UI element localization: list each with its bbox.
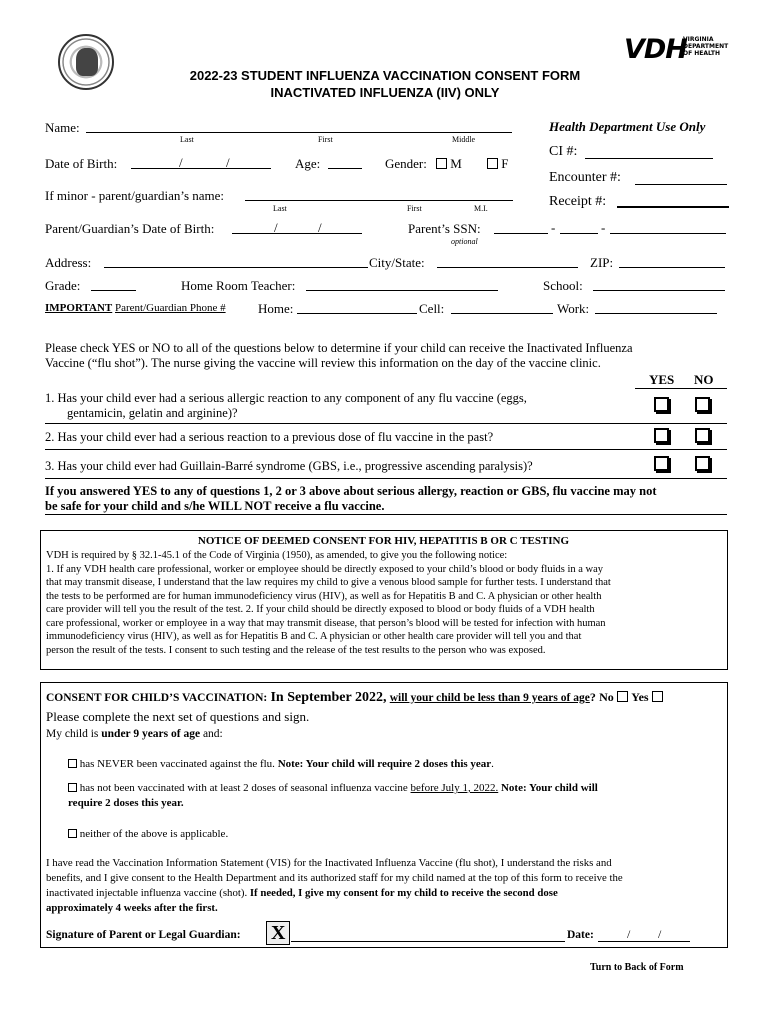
q3-no-checkbox[interactable] bbox=[695, 456, 710, 471]
phone-home-field[interactable] bbox=[297, 313, 417, 314]
phone-work-label: Work: bbox=[557, 301, 590, 316]
zip-field[interactable] bbox=[619, 267, 725, 268]
last-caption: Last bbox=[180, 135, 194, 144]
encounter-label: Encounter #: bbox=[549, 170, 621, 185]
ssn-part-1[interactable] bbox=[494, 233, 548, 234]
screening-intro-2: Vaccine (“flu shot”). The nurse giving the vaccine will review this information on the day of the vaccine clinic. bbox=[45, 356, 601, 370]
yes-header: YES bbox=[649, 372, 675, 387]
never-vaccinated-checkbox[interactable] bbox=[68, 759, 77, 768]
name-field[interactable] bbox=[86, 132, 512, 133]
phone-work-field[interactable] bbox=[595, 313, 717, 314]
sig-date-slash-1: / bbox=[627, 927, 631, 941]
form-title: 2022-23 STUDENT INFLUENZA VACCINATION CONSENT FORM bbox=[189, 68, 581, 83]
date-label: Date: bbox=[567, 929, 594, 941]
hd-use-title: Health Department Use Only bbox=[549, 119, 706, 134]
dob-field[interactable] bbox=[131, 168, 271, 169]
warning-divider bbox=[45, 514, 727, 515]
guardian-first-caption: First bbox=[407, 204, 422, 213]
school-field[interactable] bbox=[593, 290, 725, 291]
gender-f-option[interactable]: F bbox=[487, 156, 508, 172]
guardian-dob-slash-2: / bbox=[318, 220, 322, 235]
not-2-doses-checkbox[interactable] bbox=[68, 783, 77, 792]
middle-caption: Middle bbox=[452, 135, 476, 144]
guardian-dob-slash-1: / bbox=[274, 220, 278, 235]
form-subtitle: INACTIVATED INFLUENZA (IIV) ONLY bbox=[270, 85, 500, 100]
q1-divider bbox=[45, 423, 727, 424]
encounter-field[interactable] bbox=[635, 184, 727, 185]
phone-cell-field[interactable] bbox=[451, 313, 553, 314]
guardian-dob-field[interactable] bbox=[232, 233, 362, 234]
option-not-2-doses-note: require 2 doses this year. bbox=[68, 797, 184, 809]
hiv-notice-box bbox=[40, 530, 728, 670]
consent-statement: I have read the Vaccination Information Statement (VIS) for the Inactivated Influenza Vaccine (flu shot), I understand the risks and benefits, and I give consent to the Health Department and its authorized staff for my child named at the top of this form to receive the inactivated injectable influenza vaccine (shot). If needed, I give my consent for my child to receive the second dose approximately 4 weeks after the first. bbox=[46, 857, 623, 914]
citystate-field[interactable] bbox=[437, 267, 578, 268]
question-2: 2. Has your child ever had a serious reaction to a previous dose of flu vaccine in the past? bbox=[45, 430, 494, 444]
ssn-dash-2: - bbox=[601, 220, 606, 235]
turn-to-back-note: Turn to Back of Form bbox=[590, 962, 684, 973]
question-1-line-2: gentamicin, gelatin and arginine)? bbox=[67, 406, 238, 420]
warning-line-1: If you answered YES to any of questions 1, 2 or 3 above about serious allergy, reaction or GBS, flu vaccine may not bbox=[45, 484, 657, 498]
receipt-label: Receipt #: bbox=[549, 194, 607, 209]
receipt-field[interactable] bbox=[617, 206, 729, 208]
ssn-dash-1: - bbox=[551, 220, 556, 235]
gender-m-option[interactable]: M bbox=[436, 156, 462, 172]
address-field[interactable] bbox=[104, 267, 368, 268]
q3-divider bbox=[45, 478, 727, 479]
gender-f-checkbox[interactable] bbox=[487, 158, 498, 169]
citystate-label: City/State: bbox=[369, 255, 425, 270]
signature-field[interactable] bbox=[291, 941, 565, 942]
q2-divider bbox=[45, 449, 727, 450]
sig-date-slash-2: / bbox=[658, 927, 662, 941]
zip-label: ZIP: bbox=[590, 255, 614, 270]
notice-body: VDH is required by § 32.1-45.1 of the Code of Virginia (1950), as amended, to give you the following notice: 1. If any VDH health care professional, worker or employee should be directly exposed to your child’s blood or body fluids in a way that may transmit disease, I understand that the law requires my child to give a venous blood sample for further tests. I understand that the tests to be performed are for human immunodeficiency virus (HIV), as well as for Hepatitis B and C. A physician or other health care provider will tell you the result of the test. 2. If your child should be directly exposed to blood or body fluids of a VDH health care professional, worker or employee in a way that may transmit disease, that person’s blood will be tested for infection with human immunodeficiency virus (HIV), as well as for Hepatitis B and C. A physician or other health care provider will tell you and that person the result of the tests. I consent to such testing and the release of the test results to the person who was exposed. bbox=[46, 550, 611, 656]
address-label: Address: bbox=[45, 255, 92, 270]
neither-checkbox[interactable] bbox=[68, 829, 77, 838]
vdh-logo: VDH bbox=[624, 34, 687, 65]
screening-intro-1: Please check YES or NO to all of the questions below to determine if your child can receive the Inactivated Influenza bbox=[45, 341, 633, 355]
homeroom-field[interactable] bbox=[306, 290, 498, 291]
ssn-part-3[interactable] bbox=[610, 233, 726, 234]
q3-yes-checkbox[interactable] bbox=[654, 456, 669, 471]
q2-yes-checkbox[interactable] bbox=[654, 428, 669, 443]
consent-my-child: My child is under 9 years of age and: bbox=[46, 728, 223, 740]
phone-cell-label: Cell: bbox=[419, 301, 445, 316]
dob-slash-2: / bbox=[226, 155, 230, 170]
dob-slash-1: / bbox=[179, 155, 183, 170]
yes-no-header-rule bbox=[635, 388, 727, 389]
warning-line-2: be safe for your child and s/he WILL NOT receive a flu vaccine. bbox=[45, 499, 385, 513]
question-3: 3. Has your child ever had Guillain-Barré syndrome (GBS, i.e., progressive ascending paralysis)? bbox=[45, 459, 533, 473]
consent-question-row: CONSENT FOR CHILD’S VACCINATION: In September 2022, will your child be less than 9 years of age? No Yes bbox=[46, 689, 663, 706]
vdh-logo-text: VIRGINIA DEPARTMENT OF HEALTH bbox=[683, 36, 729, 57]
guardian-name-field[interactable] bbox=[245, 200, 513, 201]
under-9-yes-checkbox[interactable] bbox=[652, 691, 663, 702]
signature-label: Signature of Parent or Legal Guardian: bbox=[46, 929, 241, 941]
consent-instruction: Please complete the next set of questions and sign. bbox=[46, 709, 310, 724]
option-not-2-doses[interactable]: has not been vaccinated with at least 2 doses of seasonal influenza vaccine before July 1, 2022. Note: Your child will bbox=[68, 782, 598, 794]
guardian-name-label: If minor - parent/guardian’s name: bbox=[45, 188, 225, 203]
dob-label: Date of Birth: bbox=[45, 156, 118, 171]
homeroom-label: Home Room Teacher: bbox=[181, 278, 296, 293]
signature-x-marker: X bbox=[266, 921, 290, 945]
optional-caption: optional bbox=[451, 237, 478, 246]
grade-label: Grade: bbox=[45, 278, 81, 293]
guardian-dob-label: Parent/Guardian’s Date of Birth: bbox=[45, 221, 215, 236]
gender-label: Gender: bbox=[385, 156, 427, 171]
grade-field[interactable] bbox=[91, 290, 136, 291]
ssn-part-2[interactable] bbox=[560, 233, 598, 234]
under-9-no-checkbox[interactable] bbox=[617, 691, 628, 702]
ci-label: CI #: bbox=[549, 144, 578, 159]
option-never-vaccinated[interactable]: has NEVER been vaccinated against the flu. Note: Your child will require 2 doses this year. bbox=[68, 758, 494, 770]
ci-field[interactable] bbox=[585, 158, 713, 159]
q1-no-checkbox[interactable] bbox=[695, 397, 710, 412]
health-department-use-panel bbox=[541, 114, 729, 212]
no-header: NO bbox=[694, 372, 714, 387]
q2-no-checkbox[interactable] bbox=[695, 428, 710, 443]
option-neither[interactable]: neither of the above is applicable. bbox=[68, 828, 228, 840]
school-label: School: bbox=[543, 278, 583, 293]
guardian-mi-caption: M.I. bbox=[474, 204, 488, 213]
signature-date-field[interactable] bbox=[598, 941, 690, 942]
ssn-label: Parent’s SSN: bbox=[408, 221, 481, 236]
age-label: Age: bbox=[295, 156, 321, 171]
phone-home-label: Home: bbox=[258, 301, 294, 316]
guardian-last-caption: Last bbox=[273, 204, 287, 213]
name-label: Name: bbox=[45, 120, 80, 135]
notice-title: NOTICE OF DEEMED CONSENT FOR HIV, HEPATITIS B OR C TESTING bbox=[197, 535, 570, 547]
question-1-line-1: 1. Has your child ever had a serious allergic reaction to any component of any flu vaccine (eggs, bbox=[45, 391, 527, 405]
first-caption: First bbox=[318, 135, 333, 144]
age-field[interactable] bbox=[328, 168, 362, 169]
q1-yes-checkbox[interactable] bbox=[654, 397, 669, 412]
consent-box bbox=[40, 682, 728, 948]
phone-row-label: IMPORTANT Parent/Guardian Phone # bbox=[45, 302, 226, 314]
gender-m-checkbox[interactable] bbox=[436, 158, 447, 169]
